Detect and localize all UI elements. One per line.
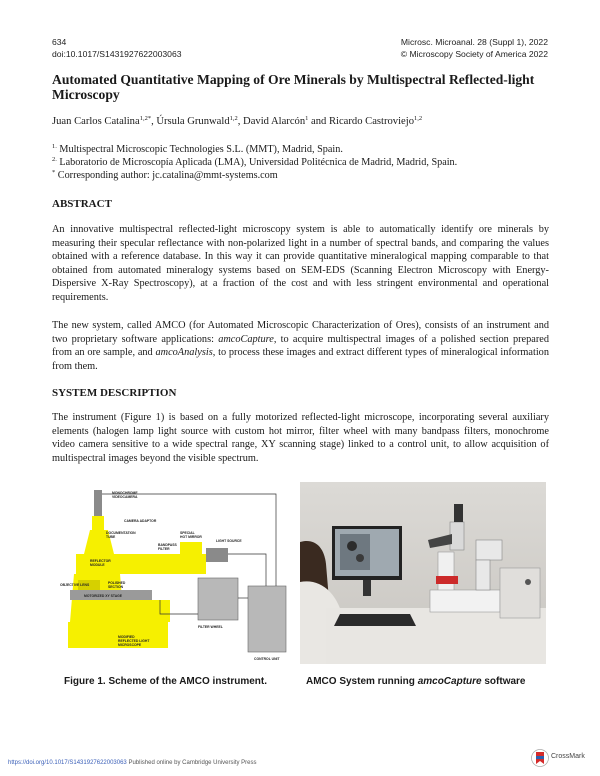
software-name: amcoCapture [218,333,274,345]
figure-label: FILTER [158,547,170,551]
figure-label: LIGHT SOURCE [216,539,242,543]
figure-label: CAMERA ADAPTOR [124,519,157,523]
figure-label: REFLECTOR [90,559,111,563]
copyright-line: © Microscopy Society of America 2022 [400,49,548,59]
paper-title: Automated Quantitative Mapping of Ore Minerals by Multispectral Reflected-light Microscopy [52,72,535,102]
screen-image-grain [347,541,357,551]
hot-mirror-shape [180,542,202,556]
software-name: amcoAnalysis [155,347,213,359]
published-notice: Published online by Cambridge University Press [126,760,257,766]
author-affiliation-mark: 1,2 [229,115,238,122]
amco-system-photo [300,482,546,664]
figure-label: MODIFIED [118,635,135,639]
figure-label: MONOCHROME [112,491,138,495]
lamp-housing [476,540,502,560]
figure-label: MICROSCOPE [118,643,142,647]
figure-label: DOCUMENTATION [106,531,136,535]
figure-label: SPECIAL [180,531,195,535]
author-name: Juan Carlos Catalina [52,116,140,127]
control-knob [525,579,531,585]
light-source-shape [206,548,228,562]
figure-label: VIDEOCAMERA [112,495,138,499]
author-affiliation-mark: 1 [305,115,309,122]
author-name: Ricardo Castroviejo [328,116,414,127]
figure-label: FILTER WHEEL [198,625,223,629]
journal-citation: Microsc. Microanal. 28 (Suppl 1), 2022 [400,37,548,47]
camera-adaptor-shape [92,516,104,530]
filter-wheel-shape [198,578,238,620]
author-affiliation-mark: 1,2 [414,115,423,122]
microscope-red-stripe [436,576,458,584]
figure-label: MOTORIZED XY STAGE [84,594,123,598]
monitor-stand [363,580,371,596]
software-name: amcoCapture [417,676,482,687]
abstract-heading: ABSTRACT [52,198,112,210]
figure-label: SECTION [108,585,124,589]
author-name: David Alarcón [243,116,306,127]
footer [8,760,257,766]
caption-text: software [481,676,526,687]
filter-module [476,560,490,590]
author-separator: , [237,116,244,127]
corresponding-author [52,170,278,181]
abstract-paragraph-1: An innovative multispectral reflected-light microscopy system is able to automatically identify ore minerals by measuring their specular reflectance with non-polarized light in a number of spectral bands, and comparing the values obtained with a reference database. In this way it can provide quantitative mineralogical mapping comparable to that obtained from automated mineralogy systems based on SEM-EDS (Scanning Electron Microscopy with Energy-Dispersive X-Ray Spectroscopy), at a fraction of the cost and with less stringent environmental and operational requirements. [52,224,549,303]
microscope-head [450,522,464,550]
affiliation-text: Corresponding author: jc.catalina@mmt-systems.com [55,170,278,181]
figure-label: POLISHED [108,581,126,585]
author-separator: , [151,116,157,127]
page-number: 634 [52,37,67,47]
screen-image-grain [356,554,364,562]
affiliation [52,144,343,155]
abstract-paragraph-2 [52,319,549,373]
figure-label: CONTROL UNIT [254,657,280,661]
figure-1-caption: Figure 1. Scheme of the AMCO instrument. [64,676,267,687]
crossmark-badge[interactable] [531,748,593,768]
crossmark-label: CrossMark [551,753,585,760]
videocamera-shape [94,490,102,516]
system-description-heading: SYSTEM DESCRIPTION [52,387,177,399]
screen-image-shape [340,534,370,570]
system-description-paragraph: The instrument (Figure 1) is based on a fully motorized reflected-light microscope, incorporating several auxiliary elements (halogen lamp light source with custom hot mirror, filter wheel with many bandpass filters, monochrome video camera sensitive to a wide spectral range, XY scanning stage) linked to a control unit, to allow acquisition of multispectral images beyond the visible spectrum. [52,412,549,464]
text-run: , to acquire multispectral images of a polished section prepared from an ore sample, and [52,333,549,359]
affiliation-mark: 1. [52,143,57,150]
microscope-column [438,552,454,592]
microscope-stage [430,590,500,612]
figure-label: TUBE [106,535,116,539]
affiliation-mark: 2. [52,156,57,163]
article-doi: doi:10.1017/S1431927622003063 [52,49,182,59]
figure-label: OBJECTIVE LENS [60,583,90,587]
figure-label: MODULE [90,563,105,567]
affiliation-text: Multispectral Microscopic Technologies S.L. (MMT), Madrid, Spain. [56,144,343,155]
crossmark-icon [531,749,549,767]
author-name: Úrsula Grunwald [156,116,230,127]
figure-label: REFLECTED LIGHT [118,639,150,643]
figure-label: HOT MIRROR [180,535,202,539]
affiliation [52,157,457,168]
figure-label: BANDPASS [158,543,177,547]
control-unit-shape [248,586,286,652]
author-separator: and [308,116,329,127]
author-affiliation-mark: 1,2* [139,115,152,122]
text-run: , to process these images and extract different types of mineralogical information from them. [52,347,549,372]
microscope-body-shape [120,600,170,622]
figure-2-caption [306,676,526,687]
doi-link[interactable]: https://doi.org/10.1017/S1431927622003063 [8,760,127,766]
caption-text: AMCO System running [306,676,418,687]
text-run: The new system, called AMCO (for Automated Microscopic Characterization of Ores), consists of an instrument and two proprietary software applications: [52,320,549,345]
amco-scheme-figure [60,482,290,666]
control-unit-box [500,568,540,618]
author-list [52,116,422,127]
keyboard-shape [334,614,416,626]
camera-body [454,504,463,522]
affiliation-mark: * [52,169,56,176]
affiliation-text: Laboratorio de Microscopía Aplicada (LMA), Universidad Politécnica de Madrid, Madrid, Spain. [56,157,458,168]
